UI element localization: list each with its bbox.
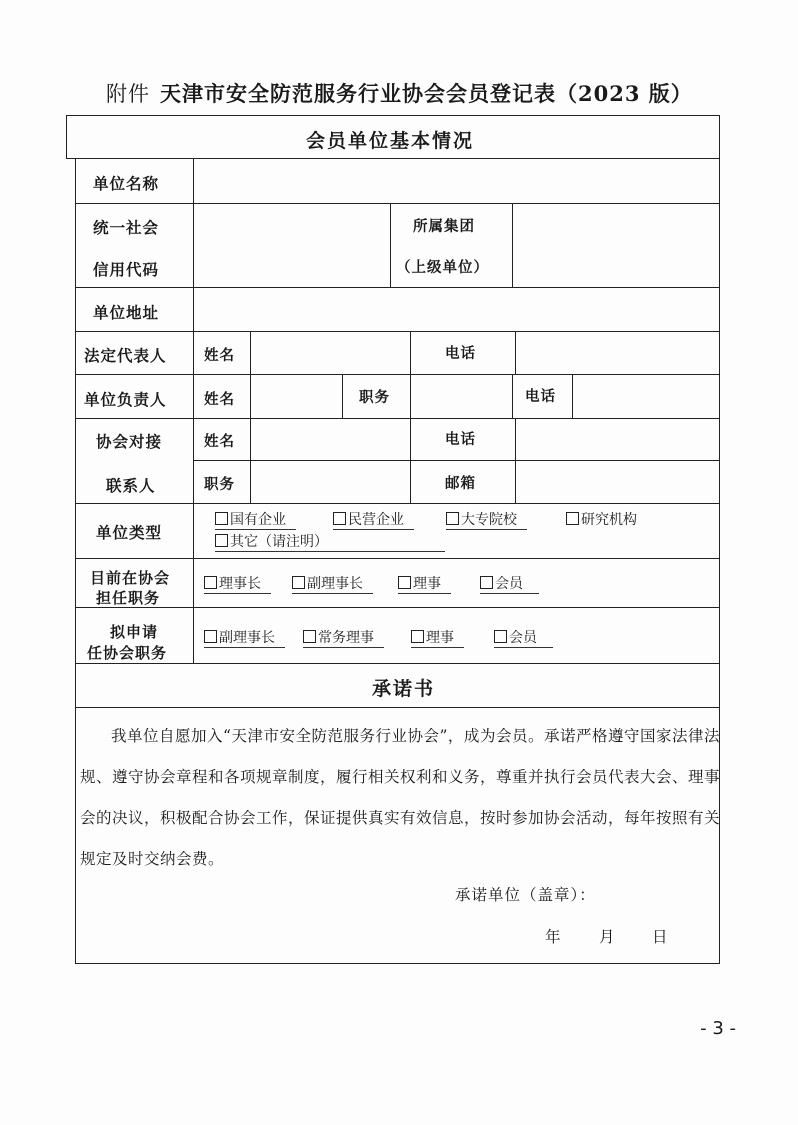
table-border-top xyxy=(66,115,720,116)
attachment-label: 附件 xyxy=(106,82,150,106)
current-role-label-line1: 目前在协会 xyxy=(90,569,171,587)
unit-head-phone-label: 电话 xyxy=(525,388,556,405)
contact-name-field[interactable] xyxy=(251,419,410,460)
unit-type-option-other[interactable]: 其它（请注明） xyxy=(215,533,445,552)
group-label-line2: （上级单位） xyxy=(396,259,489,276)
page-number: - 3 - xyxy=(700,1018,736,1039)
checkbox-icon xyxy=(566,512,579,525)
pledge-year: 年 xyxy=(545,928,562,946)
checkbox-icon xyxy=(204,630,217,643)
page-title xyxy=(106,78,693,108)
apply-role-option-executive-director[interactable]: 常务理事 xyxy=(303,629,384,648)
contact-email-label: 邮箱 xyxy=(445,475,476,492)
contact-position-field[interactable] xyxy=(251,461,410,503)
section-basic-title: 会员单位基本情况 xyxy=(306,130,475,152)
row-divider xyxy=(75,607,720,608)
checkbox-icon xyxy=(333,512,346,525)
checkbox-icon xyxy=(398,576,411,589)
row-divider xyxy=(75,663,720,664)
unit-head-name-label: 姓名 xyxy=(204,391,235,408)
unit-name-label: 单位名称 xyxy=(93,174,160,193)
checkbox-icon xyxy=(480,576,493,589)
apply-role-label-line1: 拟申请 xyxy=(110,623,159,641)
form-title: 天津市安全防范服务行业协会会员登记表（2023 版） xyxy=(160,81,693,106)
current-role-option-member[interactable]: 会员 xyxy=(480,575,539,594)
table-border-bottom xyxy=(75,963,720,964)
legal-rep-label: 法定代表人 xyxy=(84,346,167,365)
checkbox-icon xyxy=(411,630,424,643)
pledge-month: 月 xyxy=(599,928,616,946)
checkbox-icon xyxy=(292,576,305,589)
apply-role-option-member[interactable]: 会员 xyxy=(494,629,553,648)
contact-label-line1: 协会对接 xyxy=(96,432,163,451)
checkbox-icon xyxy=(215,534,228,547)
checkbox-icon xyxy=(215,512,228,525)
unit-type-option-state-owned[interactable]: 国有企业 xyxy=(215,511,296,530)
table-border-left-top xyxy=(66,115,67,159)
checkbox-icon xyxy=(446,512,459,525)
unit-type-option-private[interactable]: 民营企业 xyxy=(333,511,414,530)
unit-head-name-field[interactable] xyxy=(251,375,342,418)
unit-head-position-label: 职务 xyxy=(359,389,390,406)
group-field[interactable] xyxy=(513,204,719,287)
credit-code-field[interactable] xyxy=(194,204,390,287)
pledge-body: 我单位自愿加入“天津市安全防范服务行业协会”，成为会员。承诺严格遵守国家法律法规、遵守协会章程和各项规章制度，履行相关权利和义务，尊重并执行会员代表大会、理事会的决议，积极配合协会工作，保证提供真实有效信息，按时参加协会活动，每年按照有关规定及时交纳会费。 xyxy=(80,727,721,868)
unit-head-position-field[interactable] xyxy=(411,375,512,418)
legal-rep-phone-field[interactable] xyxy=(516,332,719,374)
checkbox-icon xyxy=(303,630,316,643)
checkbox-icon xyxy=(494,630,507,643)
apply-role-label-line2: 任协会职务 xyxy=(87,644,168,662)
unit-type-option-college[interactable]: 大专院校 xyxy=(446,511,527,530)
contact-phone-label: 电话 xyxy=(445,431,476,448)
legal-rep-name-label: 姓名 xyxy=(204,347,235,364)
address-field[interactable] xyxy=(194,288,719,331)
credit-code-label-line2: 信用代码 xyxy=(93,260,160,279)
legal-rep-name-field[interactable] xyxy=(251,332,410,374)
credit-code-label-line1: 统一社会 xyxy=(93,218,160,237)
contact-name-label: 姓名 xyxy=(204,433,235,450)
current-role-label-line2: 担任职务 xyxy=(96,589,161,607)
unit-type-label: 单位类型 xyxy=(96,523,163,542)
column-divider xyxy=(390,203,391,287)
group-label-line1: 所属集团 xyxy=(413,218,475,235)
current-role-option-director[interactable]: 理事 xyxy=(398,575,451,594)
address-label: 单位地址 xyxy=(93,303,160,322)
current-role-option-chairman[interactable]: 理事长 xyxy=(204,575,271,594)
apply-role-option-director[interactable]: 理事 xyxy=(411,629,464,648)
unit-head-label: 单位负责人 xyxy=(84,390,167,409)
table-border-right-top xyxy=(719,115,720,159)
unit-name-field[interactable] xyxy=(194,159,719,203)
current-role-option-vice-chairman[interactable]: 副理事长 xyxy=(292,575,373,594)
apply-role-option-vice-chairman[interactable]: 副理事长 xyxy=(204,629,285,648)
column-divider xyxy=(342,374,343,418)
table-border-left xyxy=(75,158,76,964)
contact-email-field[interactable] xyxy=(516,461,719,503)
pledge-signer: 承诺单位（盖章）： xyxy=(455,886,596,904)
row-divider xyxy=(75,503,720,504)
pledge-day: 日 xyxy=(652,928,669,946)
unit-head-phone-field[interactable] xyxy=(573,375,719,418)
legal-rep-phone-label: 电话 xyxy=(445,345,476,362)
row-divider xyxy=(75,707,720,708)
contact-phone-field[interactable] xyxy=(516,419,719,460)
column-divider xyxy=(512,374,513,418)
checkbox-icon xyxy=(204,576,217,589)
pledge-title: 承诺书 xyxy=(372,678,436,700)
contact-label-line2: 联系人 xyxy=(106,476,156,495)
unit-type-option-research[interactable]: 研究机构 xyxy=(566,511,647,529)
contact-position-label: 职务 xyxy=(204,476,235,493)
row-divider xyxy=(75,558,720,559)
